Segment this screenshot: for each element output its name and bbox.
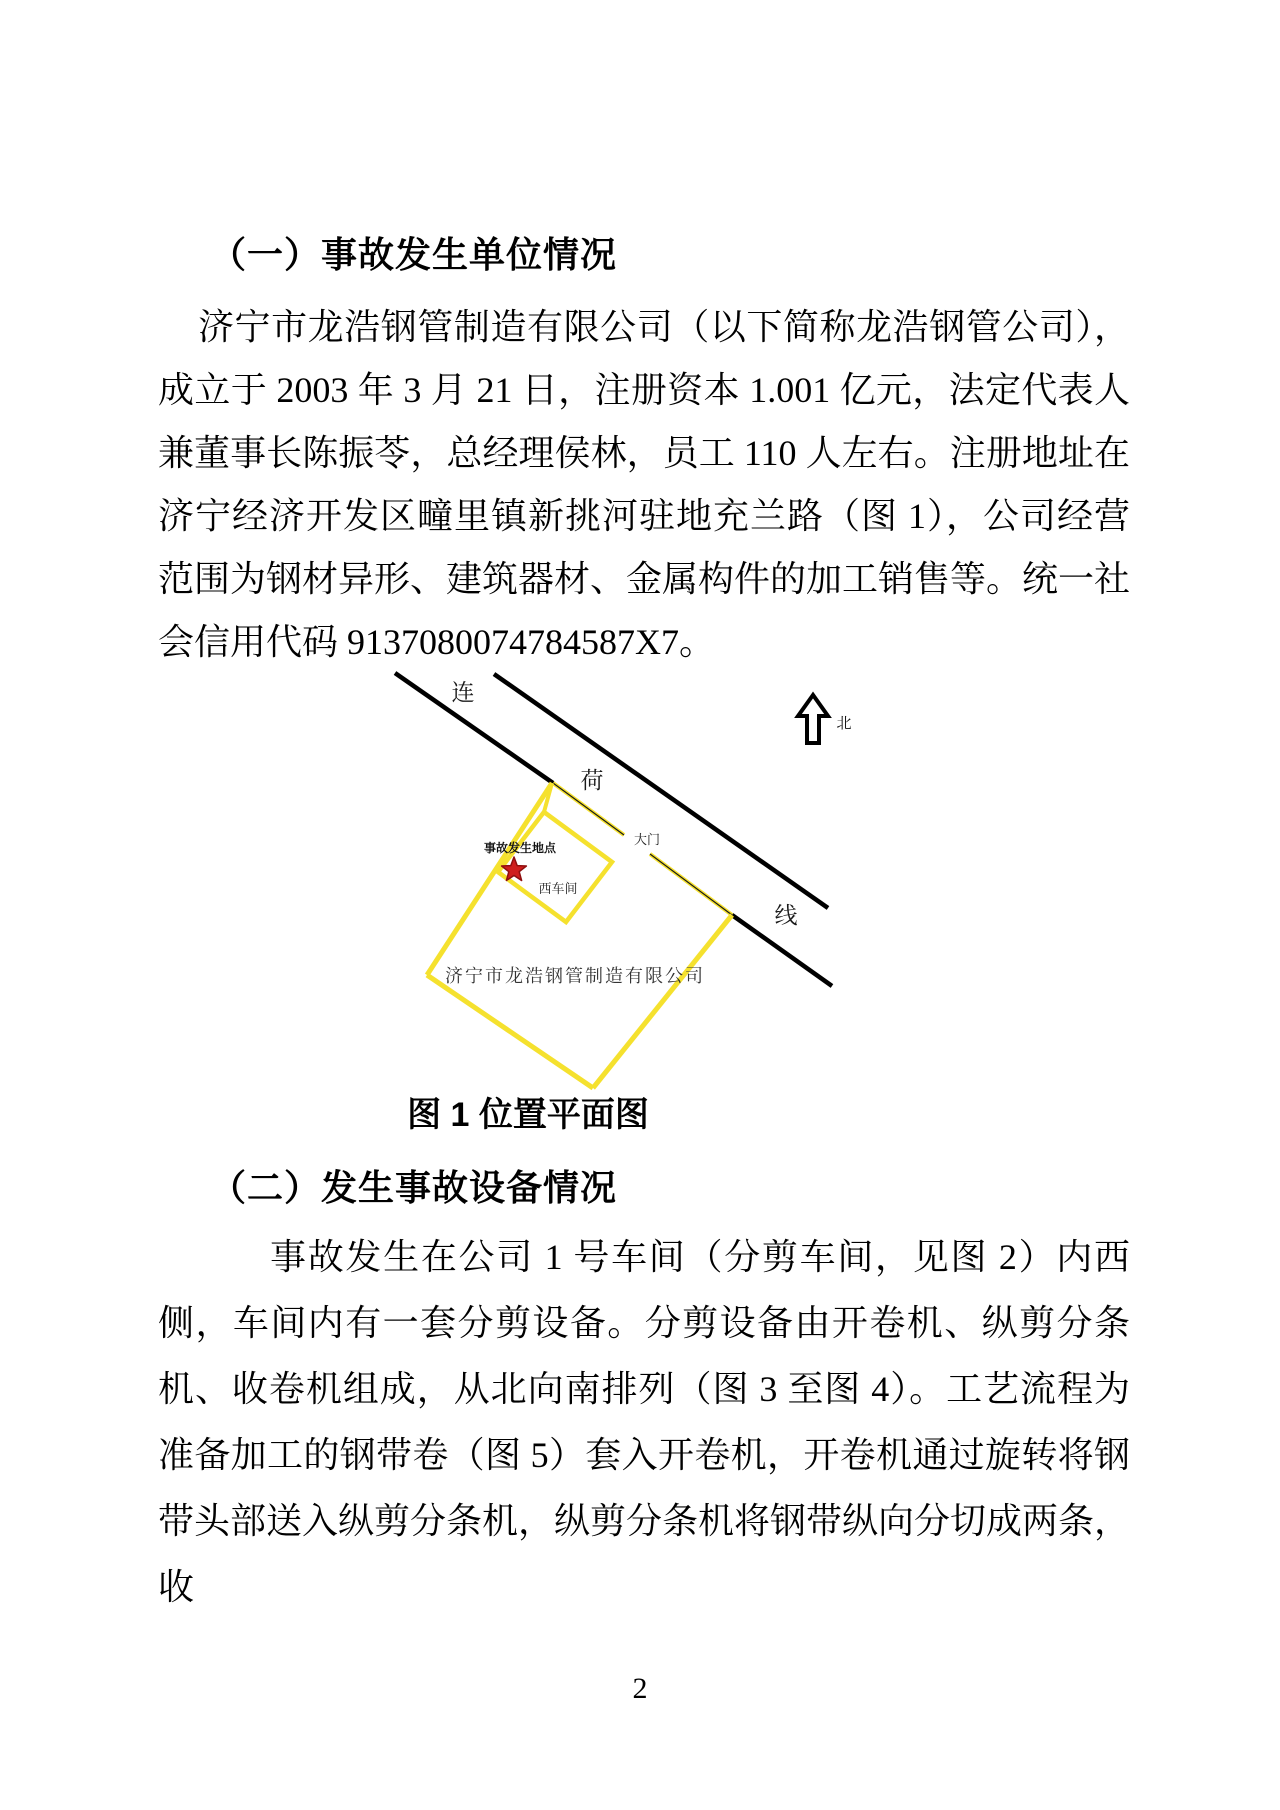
west-workshop-label: 西车间 [538,881,578,896]
road-thin-edge-overlay-2 [650,854,732,915]
page-number: 2 [632,1672,648,1705]
north-label: 北 [836,716,852,732]
road-name-char-bottom: 线 [774,903,798,928]
company-name-label: 济宁市龙浩钢管制造有限公司 [445,966,705,986]
north-arrow-icon [798,695,828,743]
section-1-heading: （一）事故发生单位情况 [210,234,618,275]
location-plan-drawing [0,590,1280,1125]
factory-boundary-nw-edge [427,783,552,975]
gate-label: 大门 [633,832,661,847]
road-name-char-mid: 荷 [580,768,604,793]
section-2-paragraph: 事故发生在公司 1 号车间（分剪车间，见图 2）内西侧，车间内有一套分剪设备。分剪设备由开卷机、纵剪分条机、收卷机组成，从北向南排列（图 3 至图 4）。工艺流程为准备加工的钢带卷（图 5）套入开卷机，开卷机通过旋转将钢带头部送入纵剪分条机，纵剪分条机将钢带纵向分切成两条，收 [158,1237,1131,1607]
section-1-paragraph: 济宁市龙浩钢管制造有限公司（以下简称龙浩钢管公司），成立于 2003 年 3 月 21 日，注册资本 1.001 亿元，法定代表人兼董事长陈振苓，总经理侯林，员工 110 人左右。注册地址在济宁经济开发区疃里镇新挑河驻地充兰路（图 1），公司经营范围为钢材异形、建筑器材、金属构件的加工销售等。统一社会信用代码 9137080074784587X7。 [158,307,1131,662]
road-name-char-top: 连 [451,680,475,705]
figure-1-location-plan [0,590,1280,1125]
factory-boundary-sw-edge [427,975,593,1088]
factory-boundary-se-edge [593,915,732,1088]
accident-site-label: 事故发生地点 [483,841,557,855]
section-2-heading: （二）发生事故设备情况 [210,1167,618,1208]
figure-1-caption: 图 1 位置平面图 [407,1096,649,1134]
